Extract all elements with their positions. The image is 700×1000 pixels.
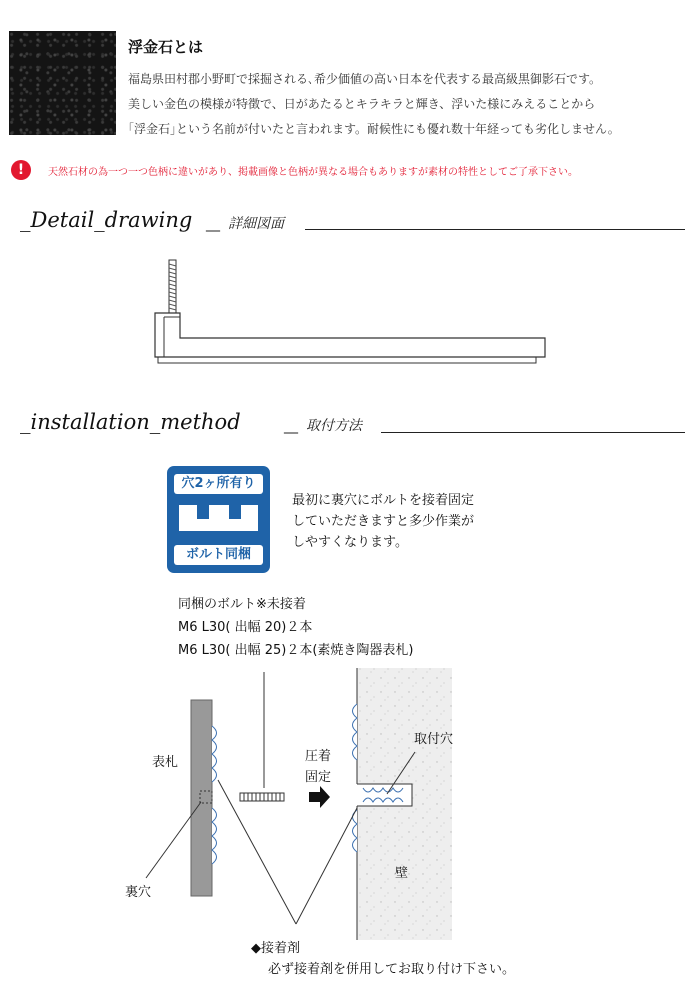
- wall-adhesive-icon: [353, 704, 358, 852]
- install-heading-en: _installation_method: [20, 410, 241, 434]
- label-plate: 表札: [152, 755, 179, 770]
- intro-line-1: 福島県田村郡小野町で採掘される､希少価値の高い日本を代表する最高級黒御影石です。: [128, 72, 602, 86]
- adhesive-title: ◆接着剤: [251, 941, 300, 956]
- holes-cross-section-icon: [177, 501, 260, 535]
- detail-heading-rule: [305, 229, 685, 230]
- instruction-line-3: しやすくなります。: [292, 535, 408, 550]
- exclamation-circle-icon: !: [11, 160, 31, 180]
- bolt-line-1: 同梱のボルト※未接着: [178, 597, 306, 612]
- intro-line-3: ｢浮金石｣という名前が付いたと言われます。耐候性にも優れ数十年経っても劣化しません。: [128, 122, 620, 136]
- installation-diagram: [0, 660, 700, 940]
- label-press: 圧着: [305, 749, 332, 764]
- arrow-right-icon: [309, 786, 330, 808]
- install-heading-rule: [381, 432, 685, 433]
- label-back-hole: 裏穴: [125, 885, 152, 900]
- instruction-line-2: していただきますと多少作業が: [292, 514, 475, 529]
- label-fix: 固定: [305, 770, 332, 785]
- detail-heading-jp: 詳細図面: [228, 216, 284, 232]
- detail-drawing: [140, 255, 560, 380]
- holes-badge: [167, 466, 270, 573]
- bolt-line-2: M6 L30( 出幅 20)２本: [178, 620, 313, 635]
- label-wall: 壁: [395, 866, 409, 881]
- detail-heading-jp-prefix: __: [206, 216, 220, 232]
- install-heading-jp-prefix: __: [284, 418, 298, 434]
- plate-adhesive-icon: [212, 726, 217, 864]
- bolt-thread-icon: [169, 260, 176, 315]
- nameplate-shape: [191, 700, 212, 896]
- stone-sample-image: [9, 31, 116, 135]
- detail-heading-en: _Detail_drawing: [20, 208, 193, 232]
- bolt-line-3: M6 L30( 出幅 25)２本(素焼き陶器表札): [178, 643, 414, 658]
- wall-shape: [357, 668, 452, 940]
- intro-line-2: 美しい金色の模様が特徴で、日があたるとキラキラと輝き、浮いた様にみえることから: [128, 97, 596, 111]
- install-heading-jp: 取付方法: [306, 418, 362, 434]
- instruction-line-1: 最初に裏穴にボルトを接着固定: [292, 493, 475, 508]
- warning-text: 天然石材の為一つ一つ色柄に違いがあり、掲載画像と色柄が異なる場合もありますが素材の特性としてご了承下さい。: [48, 167, 578, 178]
- badge-bolt-label: ボルト同梱: [174, 545, 263, 565]
- intro-title: 浮金石とは: [128, 38, 204, 56]
- badge-holes-label: 穴2ヶ所有り: [174, 474, 263, 494]
- adhesive-note: 必ず接着剤を併用してお取り付け下さい。: [268, 962, 516, 977]
- label-mount-hole: 取付穴: [414, 732, 454, 747]
- bolt-icon: [240, 793, 284, 801]
